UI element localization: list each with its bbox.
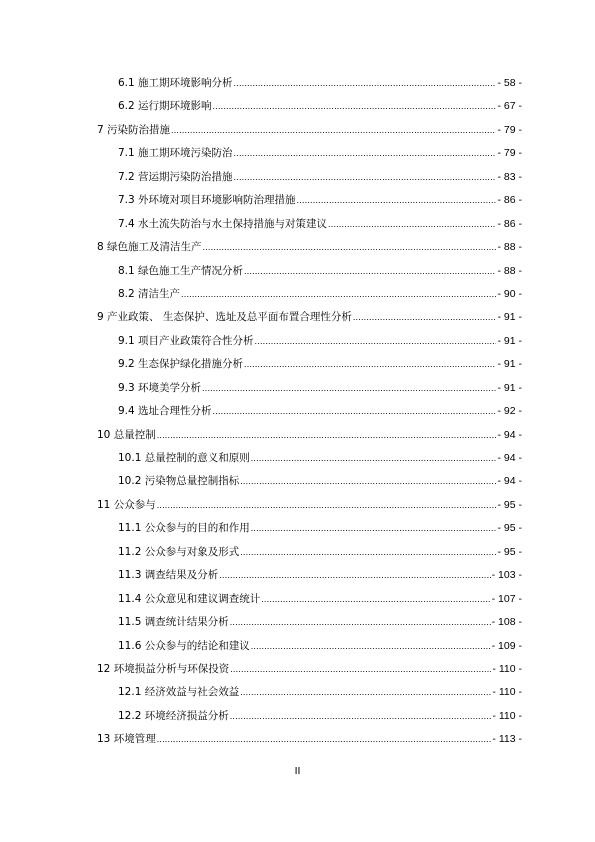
toc-entry-page: - 110 -	[492, 686, 522, 699]
toc-entry[interactable]	[97, 142, 522, 165]
toc-entry-page: - 94 -	[497, 428, 522, 441]
page-number: II	[294, 765, 301, 777]
toc-entry-page: - 86 -	[497, 194, 522, 207]
toc-entry[interactable]	[97, 119, 522, 142]
toc-dot-leader	[203, 236, 497, 259]
toc-entry-title: 7.4 水土流失防治与水土保持措施与对策建议	[118, 217, 328, 230]
toc-entry-title: 10.1 总量控制的意义和原则	[118, 452, 250, 464]
toc-entry-title: 6.1 施工期环境影响分析	[118, 77, 233, 89]
toc-entry[interactable]	[97, 189, 522, 212]
toc-dot-leader	[234, 166, 497, 189]
toc-dot-leader	[234, 72, 497, 95]
toc-entry-title: 9.2 生态保护绿化措施分析	[118, 358, 244, 371]
toc-entry[interactable]	[97, 213, 522, 236]
toc-entry-page: - 94 -	[497, 452, 522, 464]
toc-entry-title: 12.2 环境经济损益分析	[118, 709, 229, 722]
toc-entry-title: 8.1 绿色施工生产情况分析	[118, 264, 244, 277]
toc-entry-page: - 110 -	[492, 662, 522, 675]
toc-dot-leader	[353, 306, 497, 329]
toc-entry[interactable]	[97, 236, 522, 259]
toc-dot-leader	[244, 353, 496, 376]
toc-dot-leader	[328, 213, 496, 236]
toc-entry-page: - 91 -	[497, 381, 522, 394]
toc-entry[interactable]	[97, 635, 522, 658]
toc-entry-title: 7 污染防治措施	[97, 123, 171, 136]
toc-entry-page: - 88 -	[497, 264, 522, 277]
toc-dot-leader	[240, 541, 496, 564]
toc-entry-title: 11.4 公众意见和建议调查统计	[118, 592, 261, 605]
toc-dot-leader	[234, 142, 497, 165]
toc-entry[interactable]	[97, 470, 522, 493]
table-of-contents	[97, 72, 522, 752]
toc-entry-title: 8.2 清洁生产	[118, 287, 181, 300]
toc-entry-title: 12.1 经济效益与社会效益	[118, 686, 240, 699]
toc-dot-leader	[261, 588, 490, 611]
toc-dot-leader	[171, 119, 496, 142]
toc-entry[interactable]	[97, 400, 522, 423]
toc-dot-leader	[230, 611, 491, 634]
toc-entry-title: 13 环境管理	[97, 733, 156, 746]
toc-entry[interactable]	[97, 424, 522, 447]
toc-entry-title: 11.5 调查统计结果分析	[118, 616, 229, 629]
toc-entry-page: - 113 -	[492, 733, 522, 746]
toc-entry-title: 7.1 施工期环境污染防治	[118, 147, 233, 160]
toc-entry-page: - 58 -	[497, 77, 522, 89]
toc-dot-leader	[297, 189, 497, 212]
toc-dot-leader	[251, 517, 497, 540]
toc-entry-title: 11.6 公众参与的结论和建议	[118, 639, 250, 652]
toc-entry[interactable]	[97, 681, 522, 704]
toc-entry-title: 10 总量控制	[97, 428, 156, 441]
toc-entry-page: - 103 -	[491, 569, 522, 582]
toc-dot-leader	[157, 494, 497, 517]
toc-dot-leader	[255, 330, 497, 353]
toc-dot-leader	[219, 564, 490, 587]
toc-dot-leader	[240, 470, 496, 493]
toc-dot-leader	[230, 658, 491, 681]
toc-dot-leader	[157, 728, 492, 751]
toc-entry[interactable]	[97, 377, 522, 400]
toc-entry-page: - 95 -	[497, 522, 522, 535]
toc-entry[interactable]	[97, 494, 522, 517]
toc-entry-title: 9.1 项目产业政策符合性分析	[118, 334, 254, 347]
toc-entry-page: - 91 -	[497, 334, 522, 347]
toc-entry-page: - 107 -	[491, 592, 522, 605]
toc-entry[interactable]	[97, 330, 522, 353]
toc-entry-page: - 95 -	[497, 498, 522, 511]
toc-entry-page: - 95 -	[497, 545, 522, 558]
toc-entry-title: 11 公众参与	[97, 498, 156, 511]
toc-entry-page: - 88 -	[497, 241, 522, 254]
toc-entry-page: - 110 -	[492, 709, 522, 722]
toc-entry[interactable]	[97, 541, 522, 564]
toc-entry[interactable]	[97, 564, 522, 587]
toc-dot-leader	[251, 635, 491, 658]
toc-entry-page: - 90 -	[497, 287, 522, 300]
toc-entry-title: 6.2 运行期环境影响	[118, 100, 212, 113]
toc-entry-page: - 86 -	[497, 217, 522, 230]
toc-entry-title: 10.2 污染物总量控制指标	[118, 475, 240, 488]
toc-entry[interactable]	[97, 588, 522, 611]
toc-entry-page: - 108 -	[491, 616, 522, 629]
toc-dot-leader	[244, 260, 496, 283]
toc-entry-page: - 79 -	[497, 123, 522, 136]
toc-entry[interactable]	[97, 705, 522, 728]
toc-entry-title: 11.3 调查结果及分析	[118, 569, 219, 582]
toc-entry[interactable]	[97, 166, 522, 189]
toc-entry-title: 11.2 公众参与对象及形式	[118, 545, 240, 558]
toc-entry-title: 9.4 选址合理性分析	[118, 405, 212, 418]
toc-entry[interactable]	[97, 728, 522, 751]
toc-entry-page: - 79 -	[497, 147, 522, 160]
toc-entry-page: - 91 -	[497, 358, 522, 371]
toc-entry[interactable]	[97, 447, 522, 470]
toc-dot-leader	[202, 377, 496, 400]
toc-dot-leader	[157, 424, 497, 447]
toc-entry-title: 12 环境损益分析与环保投资	[97, 662, 230, 675]
toc-dot-leader	[251, 447, 497, 470]
toc-entry[interactable]	[97, 517, 522, 540]
toc-entry-title: 7.2 营运期污染防治措施	[118, 170, 233, 183]
toc-entry[interactable]	[97, 611, 522, 634]
toc-entry-title: 9 产业政策、 生态保护、选址及总平面布置合理性分析	[97, 311, 352, 324]
toc-dot-leader	[181, 283, 496, 306]
toc-dot-leader	[213, 95, 497, 118]
toc-entry[interactable]	[97, 72, 522, 95]
toc-entry-page: - 91 -	[497, 311, 522, 324]
toc-entry-title: 8 绿色施工及清洁生产	[97, 241, 202, 254]
toc-entry-title: 9.3 环境美学分析	[118, 381, 202, 394]
toc-entry-page: - 94 -	[497, 475, 522, 488]
toc-entry-page: - 67 -	[497, 100, 522, 113]
toc-entry[interactable]	[97, 306, 522, 329]
toc-entry-page: - 83 -	[497, 170, 522, 183]
toc-entry-page: - 92 -	[497, 405, 522, 418]
toc-entry-title: 11.1 公众参与的目的和作用	[118, 522, 250, 535]
toc-entry[interactable]	[97, 658, 522, 681]
toc-entry-page: - 109 -	[491, 639, 522, 652]
toc-dot-leader	[230, 705, 492, 728]
toc-entry[interactable]	[97, 353, 522, 376]
toc-entry[interactable]	[97, 95, 522, 118]
toc-dot-leader	[213, 400, 497, 423]
toc-dot-leader	[240, 681, 491, 704]
toc-entry-title: 7.3 外环境对项目环境影响防治理措施	[118, 194, 296, 207]
toc-entry[interactable]	[97, 283, 522, 306]
toc-entry[interactable]	[97, 260, 522, 283]
